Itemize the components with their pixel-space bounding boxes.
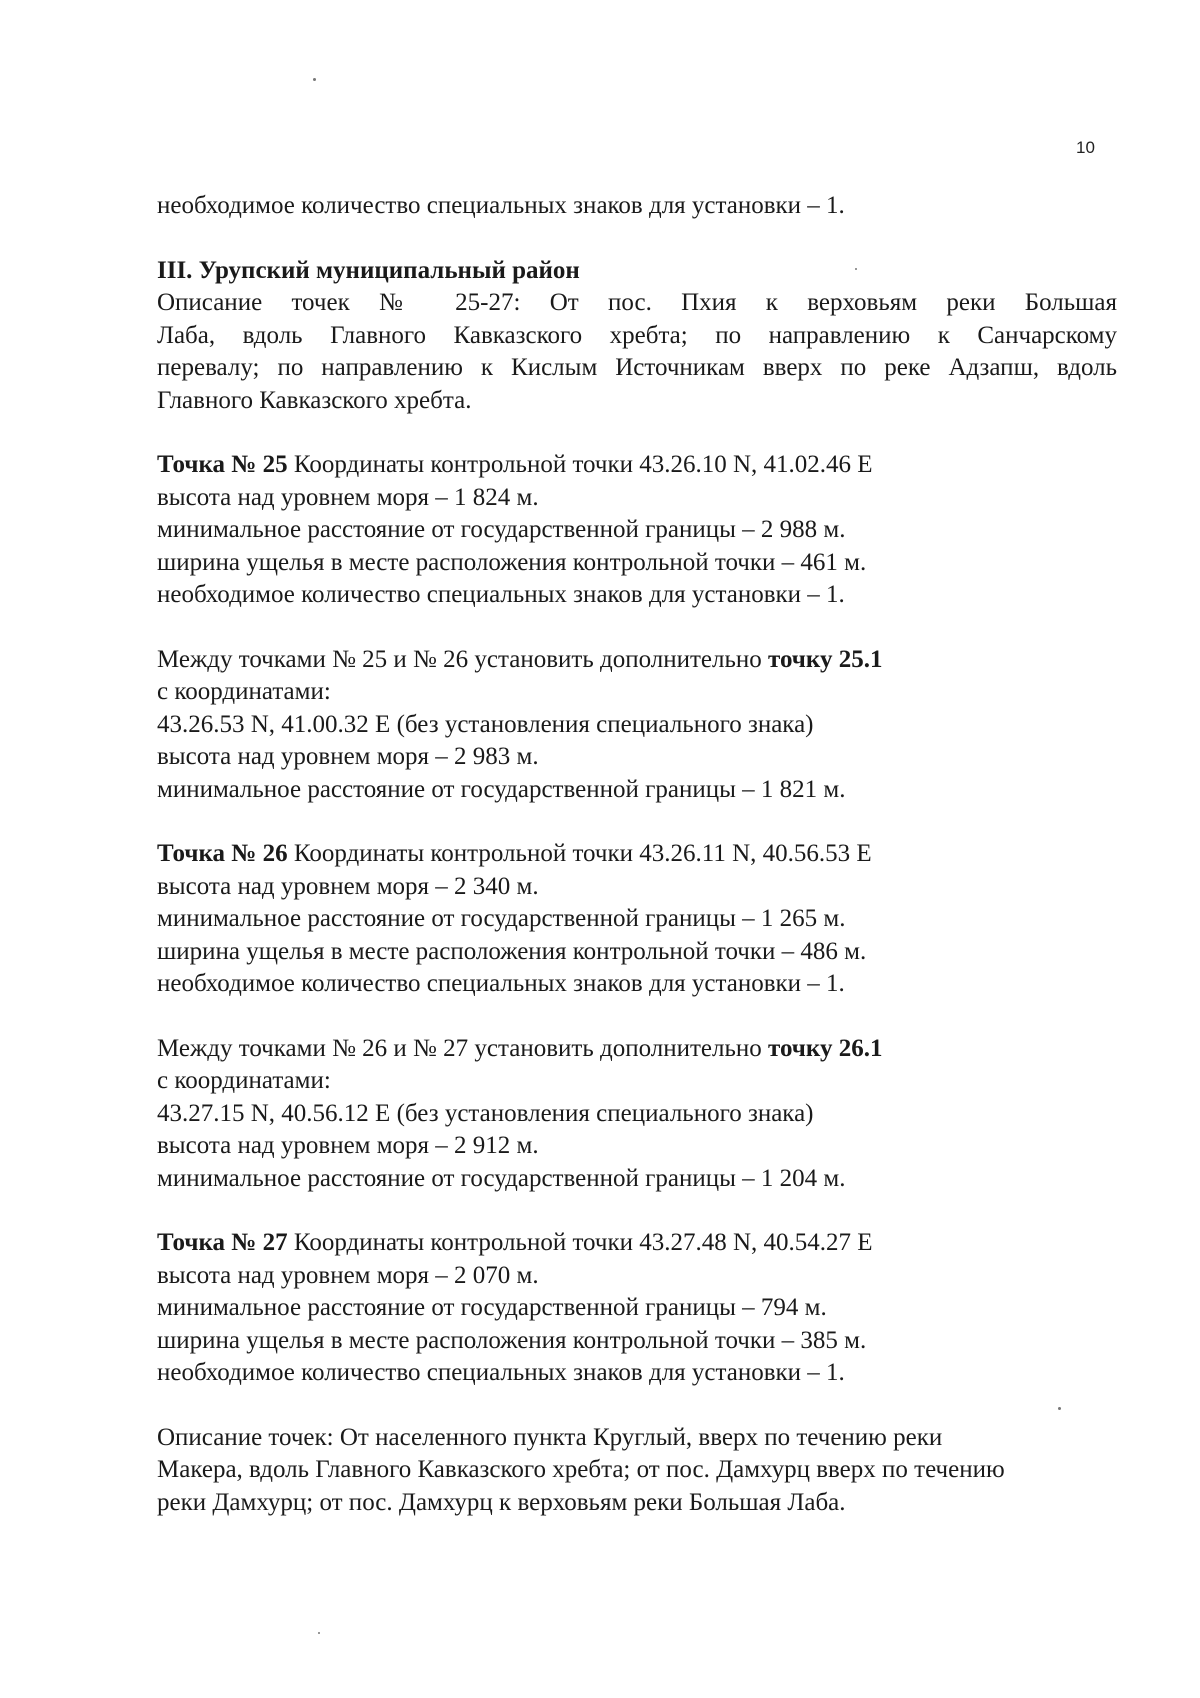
gorge-width-line: ширина ущелья в месте расположения контрольной точки – 385 м.: [157, 1326, 867, 1354]
description-line: Описание точек: От населенного пункта Круглый, вверх по течению реки: [157, 1423, 943, 1451]
altitude-line: высота над уровнем моря – 2 070 м.: [157, 1261, 539, 1289]
spacer: [157, 417, 1117, 449]
signs-line: необходимое количество специальных знаков для установки – 1.: [157, 970, 845, 997]
signs-line: необходимое количество специальных знаков для установки – 1.: [157, 581, 845, 608]
section-urupsky: [157, 255, 1117, 418]
coords-line: 43.26.53 N, 41.00.32 E (без установления специального знака): [157, 710, 814, 738]
min-distance-line: минимальное расстояние от государственной границы – 2 988 м.: [157, 516, 846, 543]
point-title: Точка № 26: [157, 840, 288, 867]
description-line: Лаба, вдоль Главного Кавказского хребта; по направлению к Санчарскому: [157, 321, 1117, 349]
altitude-line: высота над уровнем моря – 2 912 м.: [157, 1132, 539, 1159]
with-coords-line: с координатами:: [157, 678, 331, 705]
spacer: [157, 1390, 1117, 1422]
signs-line: необходимое количество специальных знаков для установки – 1.: [157, 1359, 845, 1386]
spacer: [157, 223, 1117, 255]
extra-point-intro: [157, 1033, 1117, 1066]
section-heading: III. Урупский муниципальный район: [157, 256, 580, 284]
gorge-width-line: ширина ущелья в месте расположения контрольной точки – 461 м.: [157, 548, 867, 576]
point-25-block: [157, 449, 1117, 612]
extra-point-25-1-block: [157, 644, 1117, 807]
spacer: [157, 612, 1117, 644]
extra-point-intro-text: Между точками № 26 и № 27 установить дополнительно: [157, 1034, 768, 1062]
page-number: 10: [1076, 138, 1095, 157]
point-coords: Координаты контрольной точки 43.26.11 N, 40.56.53 E: [287, 840, 872, 867]
point-coords: Координаты контрольной точки 43.27.48 N, 40.54.27 E: [287, 1229, 873, 1256]
coords-line: 43.27.15 N, 40.56.12 E (без установления специального знака): [157, 1099, 814, 1127]
final-description-block: [157, 1422, 1117, 1520]
point-26-block: [157, 838, 1117, 1001]
scan-speck: [318, 1632, 320, 1634]
description-line: реки Дамхурц; от пос. Дамхурц к верховьям реки Большая Лаба.: [157, 1488, 846, 1516]
altitude-line: высота над уровнем моря – 2 340 м.: [157, 872, 539, 900]
min-distance-line: минимальное расстояние от государственной границы – 1 265 м.: [157, 905, 846, 932]
spacer: [157, 806, 1117, 838]
intro-line: необходимое количество специальных знаков для установки – 1.: [157, 192, 845, 219]
point-header: [157, 449, 1117, 482]
point-27-block: [157, 1227, 1117, 1390]
description-line: перевалу; по направлению к Кислым Источникам вверх по реке Адзапш, вдоль: [157, 354, 1117, 381]
point-title: Точка № 25: [157, 451, 288, 478]
extra-point-intro-text: Между точками № 25 и № 26 установить дополнительно: [157, 645, 768, 673]
altitude-line: высота над уровнем моря – 2 983 м.: [157, 743, 539, 770]
extra-point-intro: [157, 644, 1117, 677]
scan-speck: [313, 78, 316, 81]
description-line: Описание точек № 25-27: От пос. Пхия к верховьям реки Большая: [157, 289, 1117, 316]
point-header: [157, 1227, 1117, 1260]
extra-point-label: точку 25.1: [768, 645, 883, 673]
with-coords-line: с координатами:: [157, 1067, 331, 1094]
point-coords: Координаты контрольной точки 43.26.10 N, 41.02.46 E: [287, 451, 873, 478]
point-title: Точка № 27: [157, 1229, 288, 1256]
min-distance-line: минимальное расстояние от государственной границы – 1 821 м.: [157, 775, 846, 803]
gorge-width-line: ширина ущелья в месте расположения контрольной точки – 486 м.: [157, 937, 867, 965]
spacer: [157, 1001, 1117, 1033]
extra-point-26-1-block: [157, 1033, 1117, 1196]
extra-point-label: точку 26.1: [768, 1034, 883, 1062]
description-line: Главного Кавказского хребта.: [157, 386, 472, 414]
spacer: [157, 1195, 1117, 1227]
document-body: [157, 190, 1117, 1519]
min-distance-line: минимальное расстояние от государственной границы – 1 204 м.: [157, 1164, 846, 1192]
description-line: Макера, вдоль Главного Кавказского хребта; от пос. Дамхурц вверх по течению: [157, 1456, 1005, 1483]
point-header: [157, 838, 1117, 871]
min-distance-line: минимальное расстояние от государственной границы – 794 м.: [157, 1294, 827, 1321]
altitude-line: высота над уровнем моря – 1 824 м.: [157, 483, 539, 511]
